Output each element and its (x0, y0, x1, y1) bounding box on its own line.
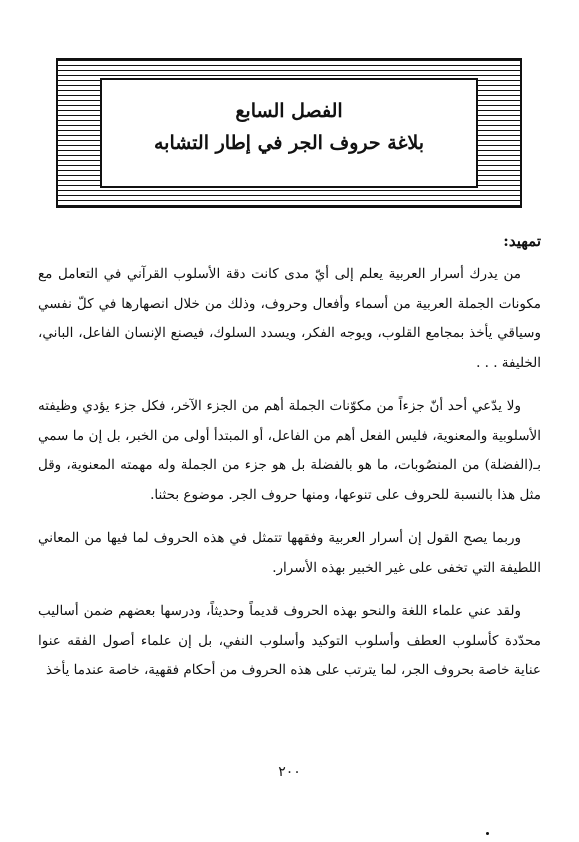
chapter-subtitle: بلاغة حروف الجر في إطار التشابه (153, 132, 425, 154)
chapter-title: الفصل السابع (235, 100, 343, 122)
scan-speck (486, 832, 489, 835)
paragraph-4: ولقد عني علماء اللغة والنحو بهذه الحروف قديماً وحديثاً، ودرسها بعضهم ضمن أساليب محدّدة كأسلوب العطف وأسلوب التوكيد وأسلوب النفي، بل إن علماء أصول الفقه عنوا عناية خاصة بحروف الجر، لما يترتب على هذه الحروف من أحكام فقهية، خاصة عندما يأخذ (38, 603, 541, 678)
paragraph-3: وربما يصح القول إن أسرار العربية وفقهها تتمثل في هذه الحروف لما فيها من المعاني اللطيفة التي تخفى على غير الخبير بهذه الأسرار. (38, 530, 541, 576)
page-number: ٢٠٠ (278, 764, 301, 780)
chapter-title-box (100, 78, 478, 188)
page-body (38, 228, 541, 700)
paragraph-2: ولا يدّعي أحد أنّ جزءاً من مكوّنات الجملة أهم من الجزء الآخر، فكل جزء يؤدي وظيفته الأسلوبية والمعنوية، فليس الفعل أهم من الفاعل، أو المبتدأ أولى من الخبر، بل إن ما سمي بـ(الفضلة) من المنصُوبات، ما هو بالفضلة بل هو جزء من الجملة وله مهمته المعنوية، وقل مثل هذا بالنسبة للحروف على تنوعها، ومنها حروف الجر. موضوع بحثنا. (38, 398, 541, 503)
paragraph-1: من يدرك أسرار العربية يعلم إلى أيّ مدى كانت دقة الأسلوب القرآني في التعامل مع مكونات الجملة العربية من أسماء وأفعال وحروف، وذلك من خلال انصهارها في كلّ نفسي وسياقي يأخذ بمجامع القلوب، ويوجه الفكر، ويسدد السلوك، فيصنع الإنسان الفاعل، الباني، الخليفة . . . (38, 266, 541, 371)
chapter-title-frame (56, 58, 522, 208)
section-heading: تمهيد: (503, 232, 541, 250)
